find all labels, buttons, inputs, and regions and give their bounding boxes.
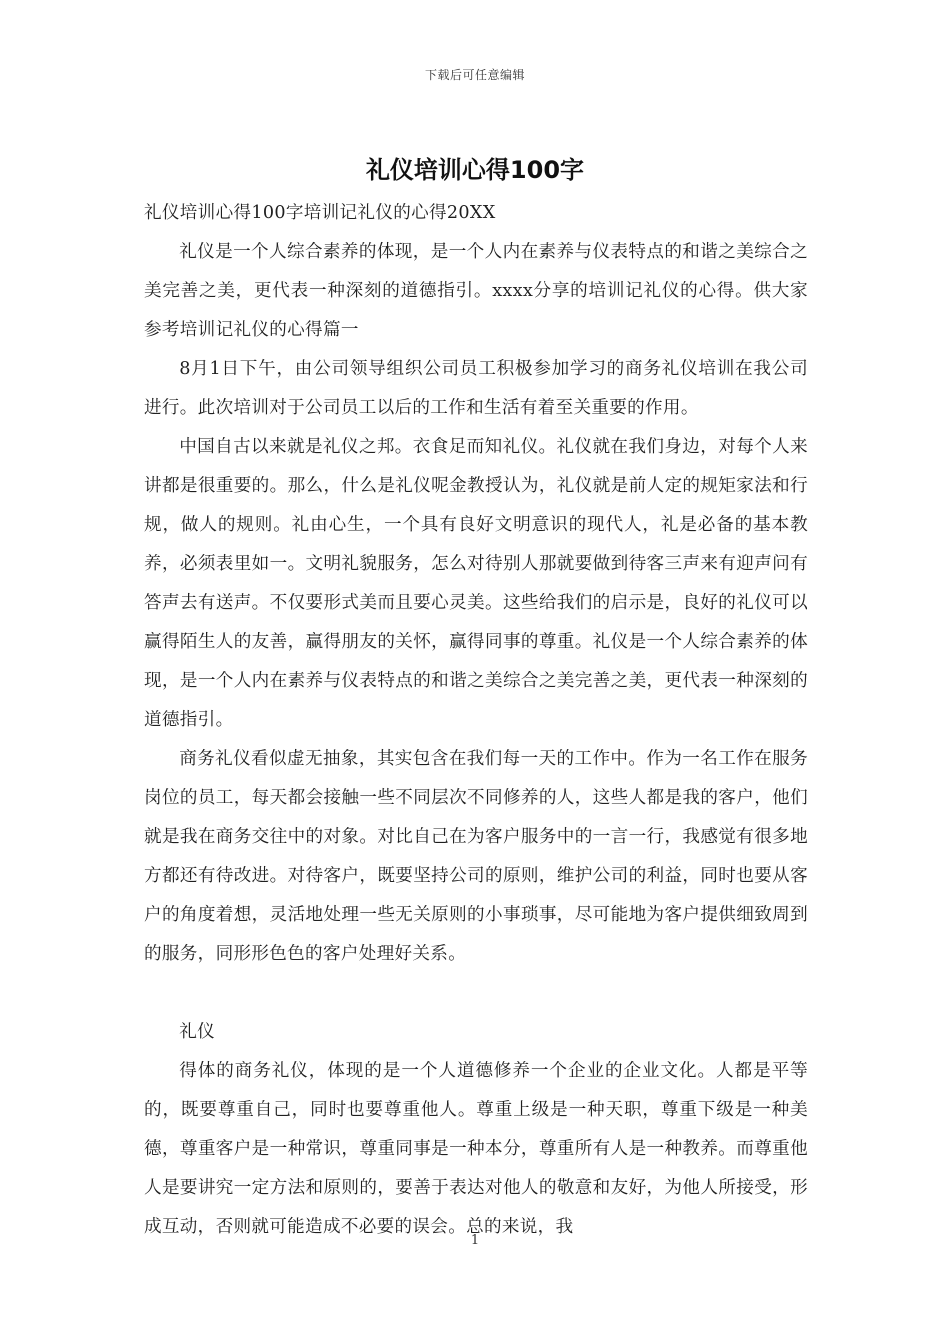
document-title: 礼仪培训心得100字 [365,156,585,184]
page-number: 1 [470,1233,480,1248]
blank-line [144,974,808,1013]
header-note: 下载后可任意编辑 [424,68,525,82]
paragraph: 商务礼仪看似虚无抽象，其实包含在我们每一天的工作中。作为一名工作在服务岗位的员工，每天都会接触一些不同层次不同修养的人，这些人都是我的客户，他们就是我在商务交往中的对象。对比自己在为客户服务中的一言一行，我感觉有很多地方都还有待改进。对待客户，既要坚持公司的原则，维护公司的利益，同时也要从客户的角度着想，灵活地处理一些无关原则的小事琐事，尽可能地为客户提供细致周到的服务，同形形色色的客户处理好关系。 [144,749,808,964]
paragraph: 中国自古以来就是礼仪之邦。衣食足而知礼仪。礼仪就在我们身边，对每个人来讲都是很重要的。那么，什么是礼仪呢金教授认为，礼仪就是前人定的规矩家法和行规，做人的规则。礼由心生，一个具有良好文明意识的现代人，礼是必备的基本教养，必须表里如一。文明礼貌服务，怎么对待别人那就要做到待客三声来有迎声问有答声去有送声。不仅要形式美而且要心灵美。这些给我们的启示是，良好的礼仪可以赢得陌生人的友善，赢得朋友的关怀，赢得同事的尊重。礼仪是一个人综合素养的体现，是一个人内在素养与仪表特点的和谐之美综合之美完善之美，更代表一种深刻的道德指引。 [144,437,808,730]
paragraph: 得体的商务礼仪，体现的是一个人道德修养一个企业的企业文化。人都是平等的，既要尊重自己，同时也要尊重他人。尊重上级是一种天职，尊重下级是一种美德，尊重客户是一种常识，尊重同事是一种本分，尊重所有人是一种教养。而尊重他人是要讲究一定方法和原则的，要善于表达对他人的敬意和友好，为他人所接受，形成互动，否则就可能造成不必要的误会。总的来说，我 [144,1061,808,1237]
subtitle-line: 礼仪培训心得100字培训记礼仪的心得20XX [144,203,496,223]
section-heading: 礼仪 [179,1022,215,1042]
paragraph: 8月1日下午，由公司领导组织公司员工积极参加学习的商务礼仪培训在我公司进行。此次培训对于公司员工以后的工作和生活有着至关重要的作用。 [144,359,808,418]
paragraph: 礼仪是一个人综合素养的体现，是一个人内在素养与仪表特点的和谐之美综合之美完善之美，更代表一种深刻的道德指引。xxxx分享的培训记礼仪的心得。供大家参考培训记礼仪的心得篇一 [144,242,808,340]
document-body [144,194,808,1247]
